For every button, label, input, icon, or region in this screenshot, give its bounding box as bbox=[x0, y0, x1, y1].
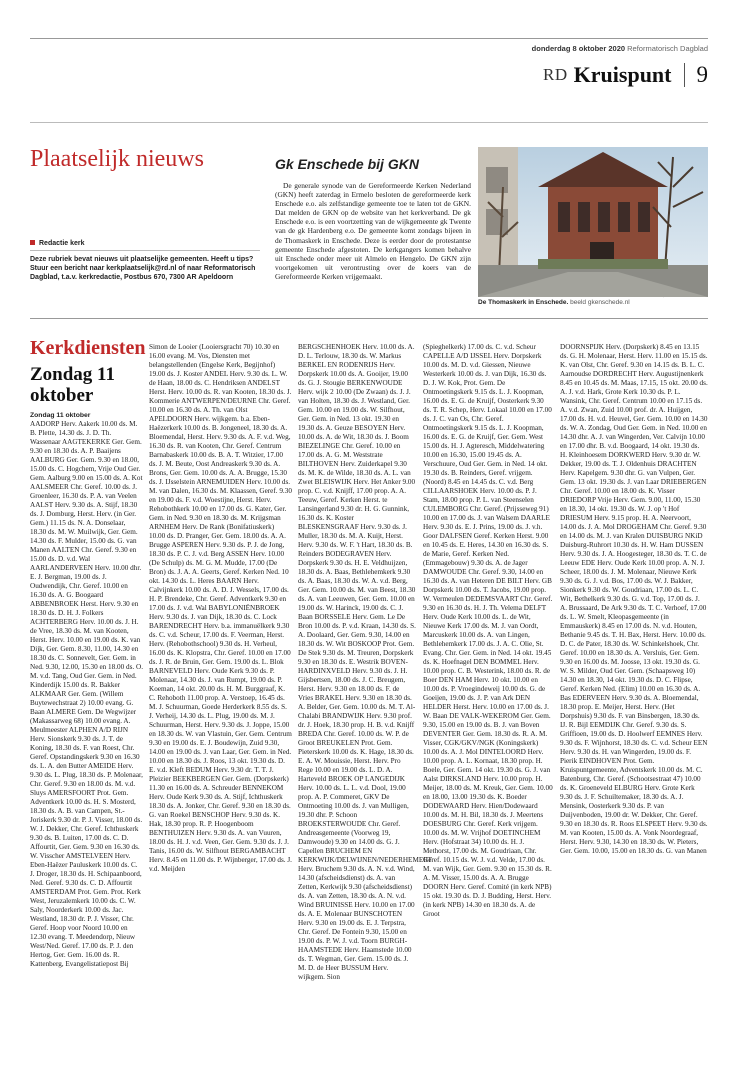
services-column-5: DOORNSPIJK Herv. (Dorpskerk) 8.45 en 13.15 ds. G. H. Molenaar, Herst. Herv. 11.00 en 15.15 ds. K. van Olst, Chr. Geref. 9.30 en 14.15 ds. B. L. C. Aarnoudse DORDRECHT Herv. Augustijnenkerk 8.45 en 10.45 ds. M. Maas, 17.15, 15 okt. 20.00 ds. A. J. v.d. Hark, Grote Kerk 10.30 ds. P. L. Wansink, Chr. Geref. Centrum 10.00 en 17.15 ds. A. v.d. Zwan, Zuid 10.00 prof. dr. A. Huijgen, 17.00 ds. H. v.d. Heuvel, Ger. Gem. 10.00 en 14.30 ds. W. A. Zondag, Oud Ger. Gem. in Ned. 10.00 en 14.30 dhr. A. J. van Wingerden, Ver. Calvijn 10.00 en 17.00 dhr. B. v.d. Boogaard, 14 okt. 19.30 ds. H. Kleinhoesem DORKWERD Herv. 9.30 dr. W. Dekker, 19.00 ds. T. J. Oldenhuis DRACHTEN Herv. Kapelgem. 9.30 dhr. G. van Vulpen, Ger. Gem. 13 okt. 19.30 ds. J. van Laar DRIEBERGEN Chr. Geref. 10.00 en 18.00 ds. K. Visser DRIEDORP Vrije Herv. Gem. 9.00, 11.00, 15.30 en 18.30, 14 okt. 19.30 ds. W. J. op 't Hof DRIESUM Herv. 9.15 prop. H. A. Neervoort, 14.00 ds. J. A. Mol DROGEHAM Chr. Geref. 9.30 en 14.00 ds. M. J. van Kralen DUISBURG NKiD Duisburg-Ruhrort 10.30 ds. H. W. Ham DUSSEN Herv. 9.30 ds. J. A. Hoogesteger, 18.30 ds. T. C. de Leeuw EDE Herv. Oude Kerk 10.00 prop. A. N. J. Scheer, 18.00 ds. J. M. Molenaar, Nieuwe Kerk 9.30 ds. G. J. v.d. Bos, 17.00 ds. W. J. Bakker, Sionkerk 9.30 ds. W. Goudriaan, 17.00 ds. L. C. Wit, Bethelkerk 9.30 ds. G. v.d. Top, 17.00 ds. J. A. Brussaard, De Ark 9.30 ds. T. C. Verhoef, 17.00 ds. L. W. Smelt, Kleopasgemeente (in Emmauskerk) 8.45 en 17.00 ds. N. v.d. Houten, Bethanie 9.45 ds. T. H. Bax, Herst. Herv. 10.00 ds. D. C. de Pater, 18.30 ds. W. Schinkelshoek, Chr. Geref. 10.00 en 18.30 ds. A. Versluis, Ger. Gem. 9.30 en 16.00 ds. M. Joosse, 13 okt. 19.30 ds. G. W. S. Milder, Oud Ger. Gem. (Schaapsweg 10) 14.30 en 18.30, 14 okt. 19.30 ds. D. C. Flipse, Geref. Kerken Ned. (Elim) 10.00 en 16.30 ds. A. Bas EDERVEEN Herv. 9.30 ds. A. Bloemendal, 18.30 prop. E. Meijer, Herst. Herv. (Het Dorpshuis) 9.30 ds. F. van Binsbergen, 18.30 ds. IJ. R. Bijl EEMDIJK Chr. Geref. 9.30 ds. S. Griffioen, 19.00 ds. D. Hoolwerf EEMNES Herv. 9.30 ds. F. Wijnhorst, 18.30 ds. C. v.d. Scheur EEN Herv. 9.30 ds. H. van Wingerden, 19.00 ds. F. Pierik EINDHOVEN Prot. Gem. Kruispuntgemeente, Adventskerk 10.00 ds. M. C. Batenburg, Chr. Geref. (Schootsestraat 47) 10.00 ds. K. Groeneveld ELBURG Herv. Grote Kerk 9.30 ds. J. F. Schuiltemaker, 18.30 ds. A. J. Mensink, Oosterkerk 9.30 ds. P. van Duijvenboden, 19.00 dr. W. Dekker, Chr. Geref. 9.30 en 18.30 ds. R. Roos ELSPEET Herv. 9.30 ds. M. van Kooten, 15.00 ds. A. Vonk Noordegraaf, Herst. Herv. 9.30, 14.30 en 18.30 ds. W. Pieters, Ger. Gem. 10.00, 15.00 en 18.30 ds. G. van Manen bbox=[560, 343, 708, 855]
redactie-contact-text: Deze rubriek bevat nieuws uit plaatselijke gemeenten. Heeft u tips? Stuur een bericht naar kerkplaatselijk@rd.nl of naar Reformatorisch Dagblad, t.a.v. kerkredactie, Postbus 670, 7300 AR Apeldoorn bbox=[30, 256, 256, 282]
top-rule bbox=[30, 38, 708, 39]
page-number: 9 bbox=[696, 62, 708, 87]
publication-name: Reformatorisch Dagblad bbox=[627, 44, 708, 53]
plaatselijk-nieuws-title: Plaatselijk nieuws bbox=[30, 146, 204, 172]
section-prefix: RD bbox=[543, 65, 568, 84]
redactie-rule bbox=[30, 250, 260, 251]
thomaskerk-photo bbox=[478, 147, 708, 297]
article-title: Gk Enschede bij GKN bbox=[275, 156, 419, 172]
kerkdiensten-title: Kerkdiensten bbox=[30, 337, 146, 359]
services-column-1 bbox=[30, 411, 143, 1061]
services-text: AADORP Herv. Aakerk 10.00 ds. M. B. Plette, 14.30 ds. J. D. Th. Wassenaar AAGTEKERKE Ger. Gem. 9.30 en 18.30 ds. A. P. Baaijens AALBURG Ger. Gem. 9.30 en 18.00, 15.00 ds. C. Hogchem, Vrije Oud Ger. Gem. Aalburg 9.00 en 15.00 ds. A. Kot AALSMEER Chr. Geref. 10.00 ds. J. Groenleer, 16.30 ds. P. A. van Veelen AALST Herv. 9.30 ds. A. Stijf, 18.30 ds. J. Domburg, Herst. Herv. (in Ger. Gem.) 11.15 ds. N. A. Donselaar, 18.30 ds. M. W. Muilwijk, Ger. Gem. 14.30 ds. F. Mulder, 15.00 ds. G. van Manen AALTEN Chr. Geref. 9.30 en 15.00 ds. D. v.d. Wal AARLANDERVEEN Herv. 10.00 dhr. E. J. Bergman, 19.00 ds. J. Oudwendijk, Chr. Geref. 10.00 en 16.30 ds. A. G. Boogaard ABBENBROEK Herst. Herv. 9.30 en 18.30 ds. D. H. J. Folkers ACHTERBERG Herv. 10.00 ds. J. H. de Vree, 18.30 ds. M. van Kooten, Herst. Herv. 10.00 en 19.00 ds. K. van Dijk, Ger. Gem. 8.30, 11.00, 14.30 en 18.30 ds. C. Sonnevelt, Ger. Gem. in Ned. 9.30, 12.00, 15.30 en 18.00 ds. O. M. v.d. Tang, Oud Ger. Gem. in Ned. Kinderdijk 15.00 ds. R. Bakker ALKMAAR Ger. Gem. (Willem Buytewechstraat 2) 10.00 evang. G. Baan ALMERE Gem. De Wegwijzer (Makassarweg 68) 10.00 evang. A. Meulmeester ALPHEN A/D RIJN Herv. Sionskerk 9.30 ds. J. T. de Koning, 18.30 ds. F. van Roest, Chr. Geref. Opstandingskerk 9.30 en 16.30 ds. L. A. den Butter AMEIDE Herv. 9.30 ds. L. Plug, 18.30 ds. P. Molenaar, Chr. Geref. 9.30 en 18.00 ds. M. v.d. Sluys AMERSFOORT Prot. Gem. Adventkerk 10.00 ds. H. S. Mosterd, 18.30 ds. A. B. van Campen, St.-Joriskerk 9.30 dr. P. J. Visser, 18.00 ds. W. J. Dekker, Chr. Geref. Ichthuskerk 9.30 ds. B. Luiten, 17.00 ds. C. D. Affourtit, Ger. Gem. 9.30 en 16.30 ds. W. Visscher AMSTELVEEN Herv. Eben-Haëzer Pauluskerk 10.00 ds. C. J. Droger, 18.30 ds. H. Schipaanboord, Ned. Geref. 9.30 ds. C. D. Affourtit AMSTERDAM Prot. Gem. Prot. Kerk West, Jeruzalemkerk 10.00 ds. C. W. Saly, Noorderkerk 10.00 ds. Jac. Westland, 18.30 dr. P. J. Visser, Chr. Geref. Hoop voor Noord 10.00 en 12.30 evang. T. Meedendorp, Nieuw West/Ned. Geref. 17.00 ds. P. J. den Hertog, Ger. Gem. 16.00 ds. R. Kattenberg, Evangelistatiepost Bij bbox=[30, 420, 143, 968]
services-column-2: Simon de Looier (Looiersgracht 70) 10.30 en 16.00 evang. M. Vos, Diensten met belangstellenden (Engelse Kerk, Begijnhof) 19.00 ds. J. Koster ANDEL Herv. 9.30 ds. L. W. de Haan, 18.00 ds. C. Hendriksen ANDELST Herst. Herv. 10.00 ds. R. van Kooten, 18.30 ds. J. Kommerie ANTWERPEN/DEURNE Chr. Geref. 10.00 en 16.30 ds. A. Th. van Olst APELDOORN Herv. wijkgem. b.a. Eben-Haëzerkerk 10.00 ds. B. Jongeneel, 18.30 ds. A. Bloemendal, Herst. Herv. 9.30 ds. A. F. v.d. Weg, 16.30 ds. R. van Kooten, Chr. Geref. Centrum Barnabaskerk 10.00 ds. B. A. T. Witzier, 17.00 ds. J. M. Beute, Oost Andreaskerk 9.30 ds. A. Brons, Ger. Gem. 10.00 ds. A. A. Brugge, 15.30 ds. J. IJsselstein ARNEMUIDEN Herv. 10.00 ds. M. van Dalen, 16.30 ds. M. Klaassen, Geref. 9.30 en 19.00 ds. F. v.d. Woestijne, Herst. Herv. Rehobothkerk 10.00 en 17.00 ds. G. Kater, Ger. Gem. in Ned. 9.30 en 18.30 ds. M. Krijgsman ARNHEM Herv. De Rank (Bonifatiuskerk) 10.00 ds. D. Pranger, Ger. Gem. 18.00 ds. A. A. Brugge ASPEREN Herv. 9.30 ds. P. J. de Jong, 18.30 ds. P. C. J. v.d. Berg ASSEN Herv. 10.00 (De Schulp) ds. M. G. M. Mudde, 17.00 (De Bron) ds. J. A. A. Geerts, Geref. Kerken Ned. 10 okt. 14.30 ds. L. Heres BAARN Herv. Calvijnkerk 10.00 ds. A. D. J. Wessels, 17.00 ds. H. P. Brendeke, Chr. Geref. Adventkerk 9.30 en 17.00 ds. J. v.d. Wal BABYLONIËNBROEK Herv. 9.30 ds. J. van Dijk, 18.30 ds. C. Lock BARENDRECHT Herv. b.a. immanuëlkerk 9.30 ds. C. v.d. Scheur, 17.00 ds. F. Veerman, Herst. Herv. (Rehobothschool) 9.30 ds. H. Verheul, 16.00 ds. K. Klopstra, Chr. Geref. 10.00 en 17.00 ds. J. R. de Bruin, Ger. Gem. 19.00 ds. L. Blok BARNEVELD Herv. Oude Kerk 9.30 ds. P. Molenaar, 14.30 ds. J. van Rumpt, 19.00 ds. P. Koeman, 14 okt. 20.00 ds. H. M. Burggraaf, K. C. Rehoboth 11.00 prop. A. Verstoep, 16.45 ds. M. J. Schuurman, Goede Herderkerk 8.55 ds. S. J. Verheij, 14.30 ds. L. Plug, 19.00 ds. M. J. Schuurman, Herst. Herv. 9.30 ds. J. Joppe, 15.00 en 18.30 ds. W. van Vlastuin, Ger. Gem. Centrum 9.30 en 19.00 ds. E. J. Boudewijn, Zuid 9.30, 14.00 en 19.00 ds. J. van Laar, Ger. Gem. in Ned. 10.00 en 18.30 ds. J. Roos, 13 okt. 19.30 ds. D. E. v.d. Kleft BEDUM Herv. 9.30 dr. T. T. J. Pleizier BEEKBERGEN Ger. Gem. (Dorpskerk) 11.30 en 16.00 ds. A. Schreuder BENNEKOM Herv. Oude Kerk 9.30 ds. A. Stijf, Ichthuskerk 18.30 ds. A. Jonker, Chr. Geref. 9.30 en 18.30 ds. G. van Roekel BENSCHOP Herv. 9.30 ds. K. Hak, 18.30 prop. R. P. Hoogenboom BENTHUIZEN Herv. 9.30 ds. A. van Vuuren, 18.00 ds. H. J. v.d. Veen, Ger. Gem. 9.30 ds. J. J. Tanis, 16.00 ds. W. Silfhout BERGAMBACHT Herv. 8.45 en 11.00 ds. P. Wijnberger, 17.00 ds. J. v.d. Meijden bbox=[149, 343, 292, 873]
column-date-label: Zondag 11 oktober bbox=[30, 412, 91, 419]
article-body bbox=[275, 181, 471, 281]
photo-illustration bbox=[478, 147, 708, 297]
caption-text: De Thomaskerk in Enschede. bbox=[478, 299, 569, 306]
photo-caption bbox=[478, 299, 630, 306]
services-column-3: BERGSCHENHOEK Herv. 10.00 ds. A. D. L. Terlouw, 18.30 ds. W. Markus BERKEL EN RODENRIJS Herv. Dorpskerk 10.00 ds. A. Gooijer, 19.00 ds. G. J. Stougie BERKENWOUDE Herv. wijk 2 10.00 (De Zwaan) ds. J. J. van Holten, 18.30 ds. J. Westland, Ger. Gem. 10.00 en 19.00 ds. W. Silfhout, Ger. Gem. in Ned. 13 okt. 19.30 en 19.30 ds. A. Geuze BESOYEN Herv. 10.00 ds. A. de Wit, 18.30 ds. J. Boom BIEZELINGE Chr. Geref. 10.00 en 17.00 ds. A. G. M. Weststrate BILTHOVEN Herv. Zuiderkapel 9.30 ds. M. K. de Wilde, 18.30 ds. A. L. van Zwet BLEISWIJK Herv. Het Anker 9.00 prop. C. v.d. Knijff, 17.00 prop. A. A. Teeuw, Geref. Kerken Herst. te Lansingerland 9.30 dr. H. G. Gunnink, 16.30 ds. K. Koster BLESKENSGRAAF Herv. 9.30 ds. J. Muller, 18.30 ds. M. A. Kuijt, Herst. Herv. 9.30 ds. W. F. 't Hart, 18.30 ds. B. Reinders BODEGRAVEN Herv. Dorpskerk 9.30 ds. H. E. Veldhuijzen, 18.30 ds. A. Baas, Bethlehemkerk 9.30 ds. A. Baas, 18.30 ds. W. A. v.d. Berg, Ger. Gem. 10.00 ds. M. van Beest, 18.30 ds. A. van Leeuwen, Ger. Gem. 10.00 en 19.00 ds. W. Harinck, 19.00 ds. C. J. Baan BORSSELE Herv. Gem. Le De Bron 10.00 ds. P. v.d. Kraan, 14.30 ds. S. A. Doolaard, Ger. Gem. 9.30, 14.00 en 18.30 ds. W. Wit BOSKOOP Prot. Gem. De Stek 9.30 ds. M. Treuren, Dorpskerk 9.30 en 18.30 ds. E. Westrik BOVEN-HARDINXVELD Herv. 9.30 ds. J. H. Gijsbertsen, 18.00 ds. J. C. Breugem, Herst. Herv. 9.30 en 18.00 ds. F. de Vries BRAKEL Herv. 9.30 en 18.30 ds. A. Belder, Ger. Gem. 10.00 ds. M. T. Al-Chalabi BRANDWIJK Herv. 9.30 prof. dr. J. Hoek, 18.30 prop. H. B. v.d. Knijff BREDA Chr. Geref. 10.00 ds. W. P. de Groot BREUKELEN Prot. Gem. Pieterskerk 10.00 ds. K. Hage, 18.30 ds. E. A. W. Mouissie, Herst. Herv. Pro Rege 10.00 en 19.00 ds. L. D. A. Harteveld BROEK OP LANGEDIJK Herv. 10.00 ds. L. L. v.d. Dool, 19.00 prop. A. P. Commeret, GKV De Ontmoeting 10.00 ds. J. van Mulligen, 19.30 dhr. P. Schoon BROEKSTERWOUDE Chr. Geref. Andreasgemeente (Voorweg 19, Damwoude) 9.30 en 14.00 ds. G. J. Capellen BRUCHEM EN KERKWIJK/DELWIJNEN/NEDERHEMERT Herv. Bruchem 9.30 ds. A. N. v.d. Wind, 14.30 (afscheidsdienst) ds. A. van Zetten, Kerkwijk 9.30 (afscheidsdienst) ds. A. van Zetten, 18.30 ds. A. N. v.d. Wind BRUINISSE Herv. 10.00 en 17.00 ds. A. E. Molenaar BUNSCHOTEN Herv. 9.30 en 19.00 ds. E. J. Terpstra, Chr. Geref. De Fontein 9.30, 15.00 en 19.00 ds. P. W. J. v.d. Toorn BURGH-HAAMSTEDE Herv. Haamstede 10.00 ds. T. Wegman, Ger. Gem. 15.00 ds. J. M. D. de Heer BUSSUM Herv. wijkgem. Sion bbox=[298, 343, 432, 981]
article-paragraph: De generale synode van de Gereformeerde Kerken Nederland (GKN) heeft zaterdag in Ermelo besloten de gereformeerde kerk Enschede e.o. als zelfstandige gemeente toe te laten tot de GKN. Dat melden de GKN op de website van het kerkverband. De gk Enschede e.o. is een voortzetting van de wijkgemeente gk Twente van de gk Hardenberg e.o. De gemeente komt zondags bijeen in de Thomaskerk in Enschede. Deze is eerder door de protestantse gemeente Enschede afgestoten. De kerkgangers komen behalve uit Enschede onder meer uit Almelo en Hengelo. De GKN zijn voortgekomen uit verontrusting over de koers van de Gereformeerde Kerken vrijgemaakt. bbox=[275, 181, 471, 281]
section-header bbox=[543, 62, 708, 88]
redactie-label bbox=[30, 240, 85, 247]
services-column-4: (Spieghelkerk) 17.00 ds. C. v.d. Scheur CAPELLE A/D IJSSEL Herv. Dorpskerk 10.00 ds. M. D. v.d. Giessen, Nieuwe Westerkerk 10.00 ds. J. van Dijk, 16.30 ds. D. J. W. Kok, Prot. Gem. De Ontmoetingskerk 9.15 ds. L. J. Koopman, 16.00 ds. E. G. de Kruijf, Oosterkerk 9.30 ds. T. R. Schep, Herv. Lokaal 10.00 en 17.00 ds. J. C. van Os, Chr. Geref. Ontmoetingskerk 9.15 ds. L. J. Koopman, 16.00 ds. E. G. de Kruijf, Ger. Gem. West 15.00 ds. H. J. Agteresch, Middelwatering 10.00 en 16.30, 15.00 19.45 ds. A. Verschuure, Oud Ger. Gem. in Ned. 14 okt. 19.30 ds. B. Reinders, Geref. vrijgem. (Noord) 8.45 en 14.45 ds. C. v.d. Berg CILLAARSHOEK Herv. 10.00 ds. P. J. Stam, 18.00 prop. P. L. van Steenselen CULEMBORG Chr. Geref. (Prijsseweg 91) 10.00 en 17.00 ds. J. van Walsem DAARLE Herv. 9.30 ds. E. J. Prins, 19.00 ds. J. v.h. Goor DALFSEN Geref. Kerken Herst. 9.00 en 10.45 ds. E. Heres, 14.30 en 16.30 ds. S. de Marie, Geref. Kerken Ned. (Emmagebouw) 9.30 ds. A. de Jager DAMWOUDE Chr. Geref. 9.30, 14.00 en 16.30 ds. A. van Heteren DE BILT Herv. GB Dorpskerk 10.00 ds. T. Jacobs, 19.00 prop. W. Vermeulen DEDEMSVAART Chr. Geref. 9.30 en 16.30 ds. H. J. Th. Velema DELFT Herv. Oude Kerk 10.00 ds. L. de Wit, Nieuwe Kerk 17.00 ds. M. J. van Oordt, Marcuskerk 10.00 ds. A. van Lingen, Bethlehemkerk 17.00 ds. J. A. C. Olie, St. Evang. Chr. Ger. Gem. in Ned. 14 okt. 19.45 ds. K. Hoefnagel DEN BOMMEL Herv. 10.00 prop. C. B. Westerink, 18.00 ds. R. de Boer DEN HAM Herv. 10 okt. 10.00 en 10.00 ds. P. Vroegindeweij 10.00 ds. G. de Goeijen, 19.00 ds. J. P. van Ark DEN HELDER Herst. Herv. 10.00 en 17.00 ds. J. W. Baan DE VALK-WEKEROM Ger. Gem. 9.30, 15.00 en 19.00 ds. B. J. van Boven DEVENTER Ger. Gem. 18.30 ds. R. A. M. Visser, CGK/GKV/NGK (Koningskerk) 10.00 ds. A. J. Mol DINTELOORD Herv. 10.00 prop. A. L. Kornaat, 18.30 prop. H. Boele, Ger. Gem. 14 okt. 19.30 ds. G. J. van Aalst DIRKSLAND Herv. 10.00 prop. H. Meijer, 18.00 ds. M. Kreuk, Ger. Gem. 10.00 en 18.00, 13.00 19.30 ds. K. Boeder DODEWAARD Herv. Hien/Dodewaard 10.00 ds. M. H. Bil, 18.30 ds. J. Meertens DOESBURG Chr. Geref. Kerk vrijgem. 10.00 ds. M. W. Vrijhof DOETINCHEM Herv. (Hofstraat 34) 10.00 ds. H. J. Methorst, 17.00 ds. M. Goudriaan, Chr. Geref. 10.15 ds. W. J. v.d. Velde, 17.00 ds. M. van Wijk, Ger. Gem. 9.30 en 15.30 ds. R. A. M. Visser, 15.00 ds. A. A. Brugge DOORN Herv. Geref. Comité (in kerk NPB) 15 okt. 19.30 ds. D. J. Budding, Herst. Herv. (in kerk NPB) 14.30 en 18.30 ds. A. de Groot bbox=[423, 343, 553, 918]
photo-credit: beeld gkenschede.nl bbox=[570, 299, 630, 306]
red-square-icon bbox=[30, 240, 35, 245]
section-title: Kruispunt bbox=[573, 62, 672, 87]
issue-date: donderdag 8 oktober 2020 bbox=[531, 44, 626, 53]
kerkdiensten-date-heading: Zondag 11 oktober bbox=[30, 364, 116, 406]
section-rule bbox=[30, 318, 708, 319]
header-separator bbox=[684, 63, 685, 87]
dateline bbox=[532, 44, 708, 53]
redactie-label-text: Redactie kerk bbox=[39, 240, 85, 247]
header-rule bbox=[30, 122, 708, 123]
